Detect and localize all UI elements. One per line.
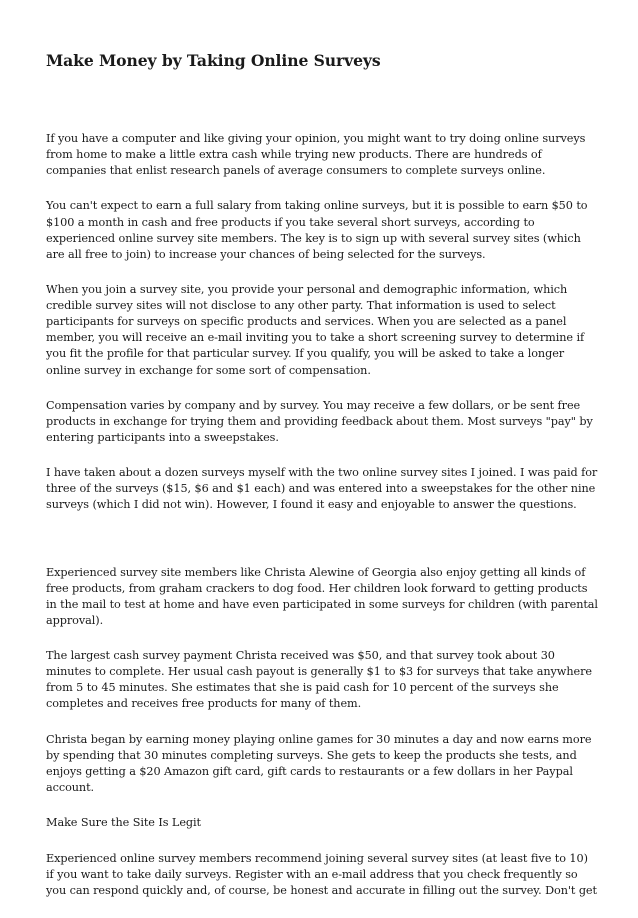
paragraph-recommendations: Experienced online survey members recommend joining several survey sites (at least five to 10) if you want to take daily surveys. Register with an e-mail address that you check frequently so you can respond quickly and, of course, be honest and accurate in filling out the survey. Don't get xyxy=(46,851,597,897)
paragraph-intro: If you have a computer and like giving your opinion, you might want to try doing online surveys from home to make a little extra cash while trying new products. There are hundreds of companies that enlist research panels of average consumers to complete surveys online. xyxy=(46,132,586,178)
paragraph-compensation: Compensation varies by company and by survey. You may receive a few dollars, or be sent free products in exchange for trying them and providing feedback about them. Most surveys "pay" by entering participants into a sweepstakes. xyxy=(46,398,593,444)
document-body xyxy=(46,131,598,918)
paragraph-christa-intro: Experienced survey site members like Christa Alewine of Georgia also enjoy getting all kinds of free products, from graham crackers to dog food. Her children look forward to getting products in the mail to test at home and have even participated in some surveys for children (with parental approval). xyxy=(46,565,598,627)
paragraph-joining: When you join a survey site, you provide your personal and demographic information, which credible survey sites will not disclose to any other party. That information is used to select participants for surveys on specific products and services. When you are selected as a panel member, you will receive an e-mail inviting you to take a short screening survey to determine if you fit the profile for that particular survey. If you qualify, you will be asked to take a longer online survey in exchange for some sort of compensation. xyxy=(46,283,585,377)
section-heading-legit: Make Sure the Site Is Legit xyxy=(46,816,201,830)
paragraph-earnings: You can't expect to earn a full salary from taking online surveys, but it is possible to earn $50 to $100 a month in cash and free products if you take several short surveys, according to experienced online survey site members. The key is to sign up with several survey sites (which are all free to join) to increase your chances of being selected for the surveys. xyxy=(46,199,588,261)
paragraph-personal-experience: I have taken about a dozen surveys myself with the two online survey sites I joined. I was paid for three of the surveys ($15, $6 and $1 each) and was entered into a sweepstakes for the other nine surveys (which I did not win). However, I found it easy and enjoyable to answer the questions. xyxy=(46,466,598,512)
paragraph-christa-games: Christa began by earning money playing online games for 30 minutes a day and now earns more by spending that 30 minutes completing surveys. She gets to keep the products she tests, and enjoys getting a $20 Amazon gift card, gift cards to restaurants or a few dollars in her Paypal account. xyxy=(46,732,592,794)
paragraph-largest-payment: The largest cash survey payment Christa received was $50, and that survey took about 30 minutes to complete. Her usual cash payout is generally $1 to $3 for surveys that take anywhere from 5 to 45 minutes. She estimates that she is paid cash for 10 percent of the surveys she completes and receives free products for many of them. xyxy=(46,649,592,711)
document-title: Make Money by Taking Online Surveys xyxy=(46,51,381,70)
